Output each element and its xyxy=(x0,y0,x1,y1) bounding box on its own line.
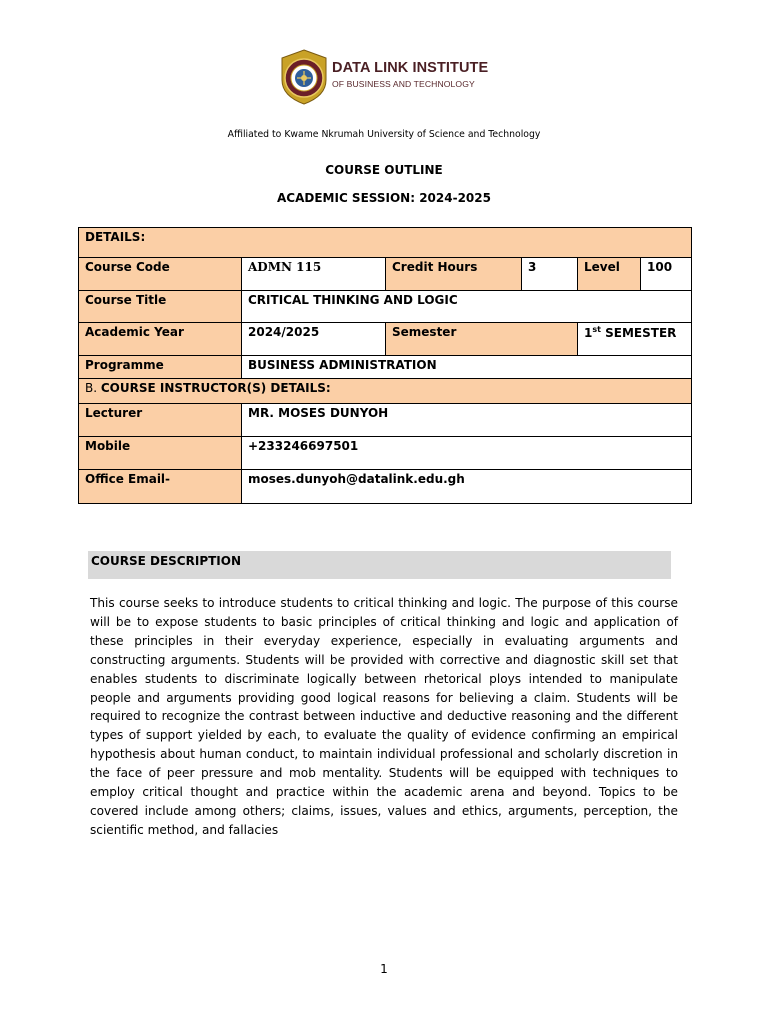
table-row xyxy=(79,228,692,258)
credit-hours-value: 3 xyxy=(522,258,578,291)
institute-logo xyxy=(278,48,518,106)
course-description-heading: COURSE DESCRIPTION xyxy=(88,551,671,579)
course-description-body: This course seeks to introduce students to critical thinking and logic. The purpose of this course will be to expose students to basic principles of critical thinking and logic and application of these principles in their everyday experience, especially in evaluating arguments and constructing arguments. Students will be provided with corrective and diagnostic skill set that enables students to discriminate logically between rhetorical ploys intended to manipulate people and arguments providing good logical reasons for believing a claim. Students will be required to recognize the contrast between inductive and deductive reasoning and the different types of support yielded by each, to evaluate the quality of evidence confirming an empirical hypothesis about human conduct, to maintain individual professional and scholarly discretion in the face of peer pressure and mob mentality. Students will be equipped with techniques to employ critical thought and practice within the academic arena and beyond. Topics to be covered include among others; claims, issues, values and ethics, arguments, perception, the scientific method, and fallacies xyxy=(90,596,678,837)
instructor-section-label xyxy=(79,379,692,404)
mobile-label: Mobile xyxy=(79,437,242,470)
table-row xyxy=(79,291,692,323)
semester-suffix: st xyxy=(592,325,601,334)
table-row xyxy=(79,258,692,291)
academic-year-label: Academic Year xyxy=(79,323,242,356)
document-title: COURSE OUTLINE xyxy=(325,163,443,177)
table-row xyxy=(79,404,692,437)
programme-label: Programme xyxy=(79,356,242,379)
semester-label: Semester xyxy=(386,323,578,356)
credit-hours-label: Credit Hours xyxy=(386,258,522,291)
institution-name: DATA LINK INSTITUTE xyxy=(332,60,489,76)
academic-year-value: 2024/2025 xyxy=(242,323,386,356)
lecturer-label: Lecturer xyxy=(79,404,242,437)
email-value: moses.dunyoh@datalink.edu.gh xyxy=(242,470,692,504)
programme-value: BUSINESS ADMINISTRATION xyxy=(242,356,692,379)
table-row xyxy=(79,379,692,404)
course-code-value: ADMN 115 xyxy=(242,258,386,291)
institute-seal-icon xyxy=(278,48,330,106)
page-number: 1 xyxy=(380,962,388,976)
mobile-value: +233246697501 xyxy=(242,437,692,470)
table-row xyxy=(79,470,692,504)
semester-word: SEMESTER xyxy=(605,326,677,340)
affiliation-text: Affiliated to Kwame Nkrumah University of Science and Technology xyxy=(227,129,541,140)
email-label: Office Email- xyxy=(79,470,242,504)
level-label: Level xyxy=(578,258,641,291)
course-details-table xyxy=(78,227,692,504)
level-value: 100 xyxy=(641,258,692,291)
table-row xyxy=(79,437,692,470)
course-title-value: CRITICAL THINKING AND LOGIC xyxy=(242,291,692,323)
semester-value xyxy=(578,323,692,356)
instructor-section-title: COURSE INSTRUCTOR(S) DETAILS: xyxy=(100,381,331,395)
details-section-label: DETAILS: xyxy=(79,228,692,258)
table-row xyxy=(79,356,692,379)
course-title-label: Course Title xyxy=(79,291,242,323)
table-row xyxy=(79,323,692,356)
semester-number: 1 xyxy=(584,326,593,340)
institution-subtitle: OF BUSINESS AND TECHNOLOGY xyxy=(332,79,475,89)
academic-session: ACADEMIC SESSION: 2024-2025 xyxy=(277,191,491,205)
course-code-label: Course Code xyxy=(79,258,242,291)
lecturer-value: MR. MOSES DUNYOH xyxy=(242,404,692,437)
instructor-section-prefix: B. xyxy=(85,381,101,395)
